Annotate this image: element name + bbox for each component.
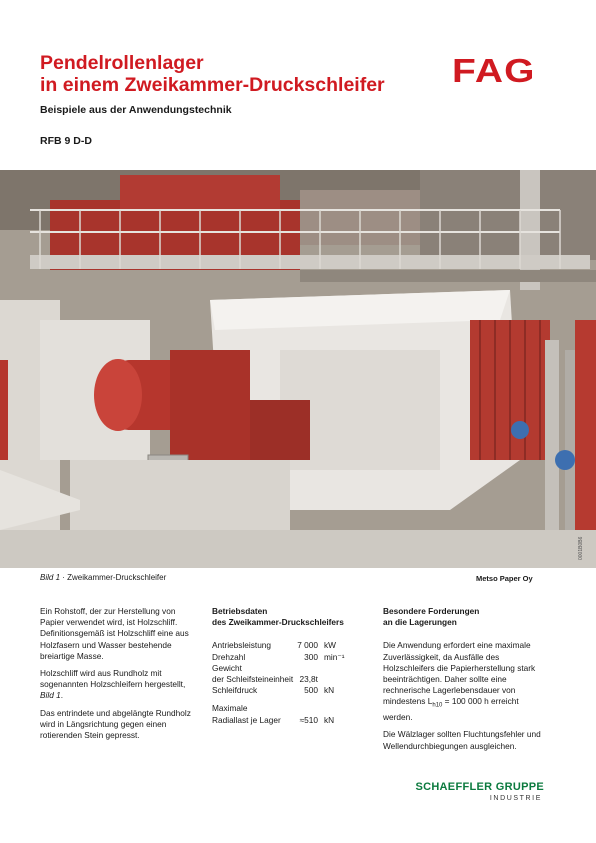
intro-column: [40, 606, 200, 747]
side-code: 0001B0B6: [578, 536, 584, 560]
caption-text: · Zweikammer-Druckschleifer: [60, 573, 167, 582]
requirements-paragraph-2: Die Wälzlager sollten Fluchtungsfehler und Wellendurchbiegungen ausgleichen.: [383, 729, 541, 751]
schaeffler-logo: SCHAEFFLER GRUPPE: [415, 781, 544, 793]
grinder-photo: [0, 170, 596, 568]
table-row: Maximale: [212, 703, 248, 714]
operating-data-table: [212, 640, 344, 725]
title-line-2: in einem Zweikammer-Druckschleifer: [40, 74, 385, 96]
fag-logo: FAG: [452, 52, 536, 89]
document-code: RFB 9 D-D: [40, 135, 92, 147]
table-row: Drehzahl 300 min⁻¹: [212, 651, 345, 662]
table-row: Schleifdruck 500 kN: [212, 685, 335, 696]
document-subtitle: Beispiele aus der Anwendungstechnik: [40, 104, 232, 116]
figure-caption: [40, 573, 166, 582]
operating-data-heading: Betriebsdaten des Zweikammer-Druckschleifers: [212, 606, 344, 628]
industrie-label: INDUSTRIE: [489, 795, 542, 802]
requirements-column: [383, 606, 548, 758]
table-row: Antriebsleistung 7 000 kW: [212, 640, 336, 651]
title-line-1: Pendelrollenlager: [40, 52, 204, 74]
requirements-paragraph-1: Die Anwendung erfordert eine maximale Zuverlässigkeit, da Ausfälle des Holzschleifers die Papierherstellung stark beeinträchtigen. Daher sollte eine rechnerische Lagerlebensdauer von mindestens $L_{h10} = 100$ 000 h erreicht werden.: [383, 640, 536, 723]
document-title: [40, 52, 420, 96]
intro-paragraph-3: Das entrindete und abgelängte Rundholz wird in Längsrichtung gegen einen rotierenden Stein gepresst.: [40, 707, 191, 741]
table-row: der Schleifsteineinheit 23,8t: [212, 674, 318, 685]
requirements-heading: Besondere Forderungen an die Lagerungen: [383, 606, 480, 628]
photo-credit: Metso Paper Oy: [476, 574, 533, 583]
operating-data-column: [212, 606, 372, 726]
table-row: Radiallast je Lager ≈510 kN: [212, 714, 335, 725]
caption-label: Bild 1: [40, 573, 61, 582]
table-row: Gewicht: [212, 662, 242, 673]
intro-paragraph-1: Ein Rohstoff, der zur Herstellung von Papier verwendet wird, ist Holzschliff. Definitionsgemäß ist Holzschliff eine aus Holzfasern und Wasser bestehende breiartige Masse.: [40, 606, 189, 661]
intro-paragraph-2: Holzschliff wird aus Rundholz mit sogenannten Holzschleifern hergestellt, Bild 1.: [40, 668, 186, 701]
